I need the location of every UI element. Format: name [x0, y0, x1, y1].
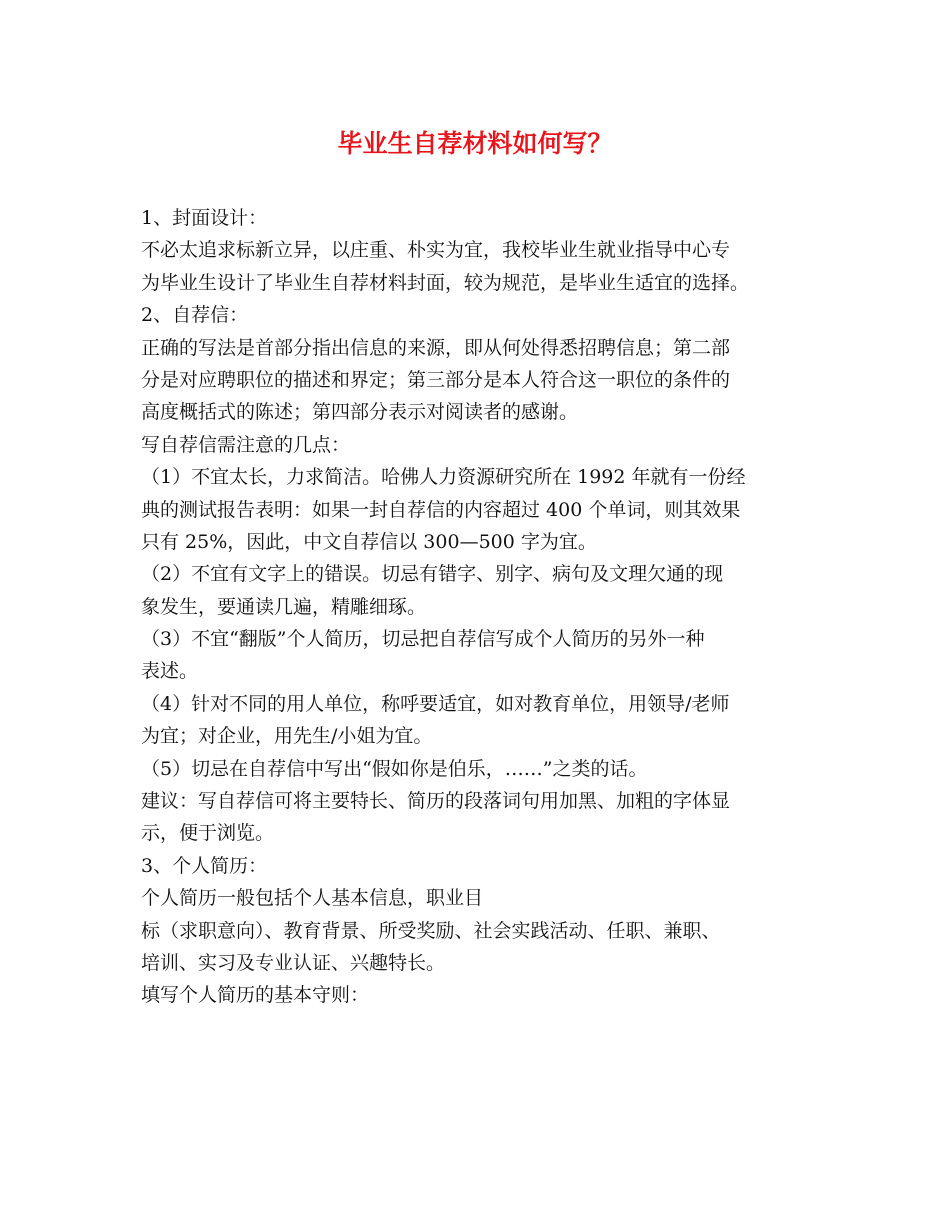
document-title: 毕业生自荐材料如何写？ — [337, 129, 613, 158]
text-line: 个人简历一般包括个人基本信息，职业目 — [141, 887, 484, 910]
text-line: （3）不宜“翻版”个人简历，切忌把自荐信写成个人简历的另外一种 — [141, 628, 705, 651]
text-line: 2、自荐信： — [141, 304, 249, 327]
text-line: 象发生，要通读几遍，精雕细琢。 — [141, 595, 427, 618]
text-line: 为宜；对企业，用先生/小姐为宜。 — [141, 725, 433, 748]
text-line: 3、个人简历： — [141, 854, 268, 877]
text-line: 不必太追求标新立异，以庄重、朴实为宜，我校毕业生就业指导中心专 — [141, 239, 731, 262]
text-line: 典的测试报告表明：如果一封自荐信的内容超过 400 个单词，则其效果 — [141, 498, 741, 521]
text-line: 1、封面设计： — [141, 207, 268, 229]
text-line: 高度概括式的陈述；第四部分表示对阅读者的感谢。 — [141, 401, 579, 424]
text-line: 写自荐信需注意的几点： — [141, 433, 351, 456]
text-line: 示，便于浏览。 — [141, 822, 275, 845]
text-line: 建议：写自荐信可将主要特长、简历的段落词句用加黑、加粗的字体显 — [141, 790, 731, 813]
text-line: 分是对应聘职位的描述和界定；第三部分是本人符合这一职位的条件的 — [141, 368, 731, 391]
text-line: 为毕业生设计了毕业生自荐材料封面，较为规范，是毕业生适宜的选择。 — [141, 271, 750, 294]
text-line: （4）针对不同的用人单位，称呼要适宜，如对教育单位，用领导/老师 — [141, 692, 730, 715]
text-line: （2）不宜有文字上的错误。切忌有错字、别字、病句及文理欠通的现 — [141, 563, 724, 586]
text-line: 标（求职意向）、教育背景、所受奖励、社会实践活动、任职、兼职、 — [141, 919, 721, 942]
text-line: 表述。 — [141, 660, 199, 683]
text-line: 培训、实习及专业认证、兴趣特长。 — [141, 951, 446, 974]
text-line: 正确的写法是首部分指出信息的来源，即从何处得悉招聘信息；第二部 — [141, 336, 731, 359]
text-line: 填写个人简历的基本守则： — [141, 984, 370, 1007]
text-line: 只有 25%，因此，中文自荐信以 300—500 字为宜。 — [141, 530, 597, 553]
text-line: （1）不宜太长，力求简洁。哈佛人力资源研究所在 1992 年就有一份经 — [141, 466, 746, 489]
document-body — [141, 202, 821, 1012]
text-line: （5）切忌在自荐信中写出“假如你是伯乐，……”之类的话。 — [141, 757, 648, 780]
